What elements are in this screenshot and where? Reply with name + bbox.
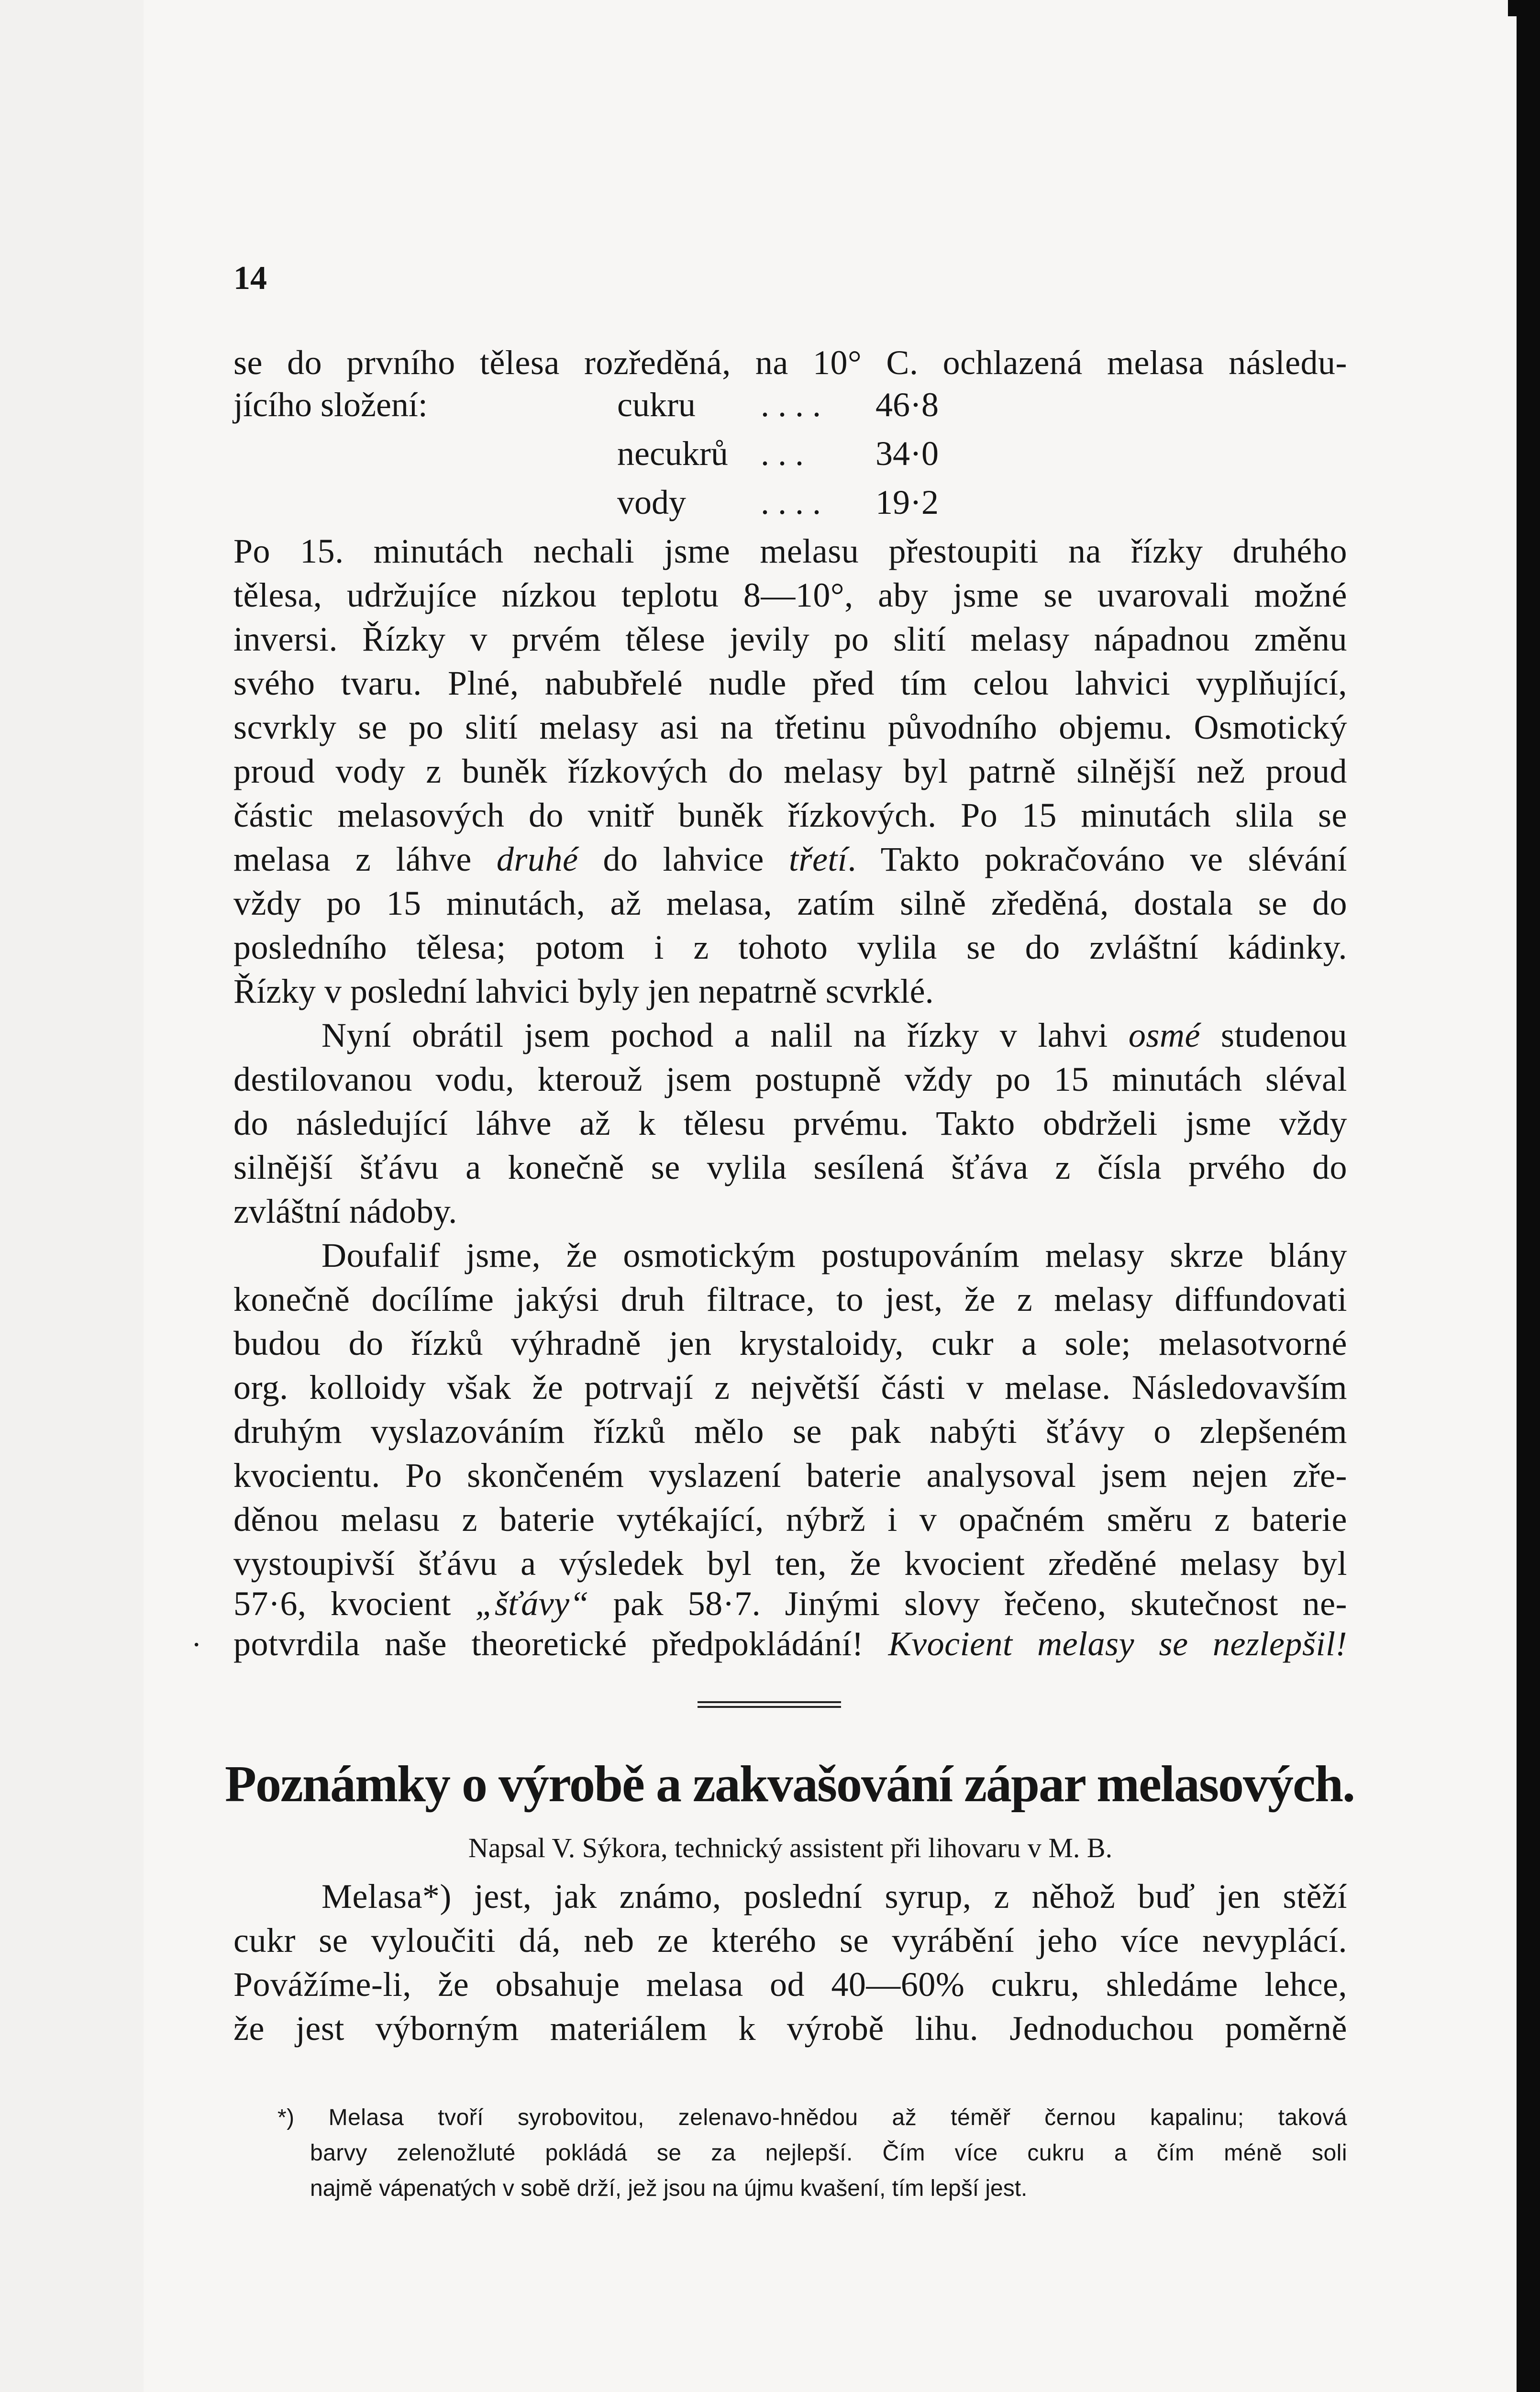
footnote-line: barvy zelenožluté pokládá se za nejlepší. Čím více cukru a čím méně soli (310, 2140, 1347, 2166)
text-line: druhým vyslazováním řízků mělo se pak nabýti šťávy o zlepšeném (233, 1412, 1347, 1451)
page-number: 14 (233, 260, 267, 297)
text-line: zvláštní nádoby. (233, 1192, 457, 1230)
separator-rule (698, 1706, 841, 1708)
composition-label: vody (617, 483, 686, 521)
text-line: vystoupivší šťávu a výsledek byl ten, že kvocient zředěné melasy byl (233, 1544, 1347, 1583)
text-line: destilovanou vodu, kterouž jsem postupně vždy po 15 minutách sléval (233, 1060, 1347, 1098)
text-line: částic melasových do vnitř buněk řízkových. Po 15 minutách slila se (233, 796, 1347, 834)
composition-dots: . . . . (761, 483, 821, 521)
text-line: Doufalif jsme, že osmotickým postupováním melasy skrze blány (321, 1236, 1347, 1274)
text-line: děnou melasu z baterie vytékající, nýbrž i v opačném směru z baterie (233, 1500, 1347, 1539)
composition-label: necukrů (617, 434, 728, 473)
composition-value: 46·8 (875, 386, 939, 424)
text-line: inversi. Řízky v prvém tělese jevily po slití melasy nápadnou změnu (233, 620, 1347, 658)
text-line: budou do řízků výhradně jen krystaloidy, cukr a sole; melasotvorné (233, 1324, 1347, 1362)
text-line: vždy po 15 minutách, až melasa, zatím silně zředěná, dostala se do (233, 884, 1347, 922)
text-line (233, 835, 1347, 883)
text-run: do lahvice (578, 840, 789, 878)
composition-row (617, 430, 981, 477)
footnote-line: *) Melasa tvoří syrobovitou, zelenavo-hnědou až téměř černou kapalinu; taková (277, 2105, 1347, 2130)
text-line: org. kolloidy však že potrvají z největší části v melase. Následovavším (233, 1368, 1347, 1406)
scan-edge-tab (1508, 0, 1518, 16)
composition-value: 34·0 (875, 434, 939, 473)
composition-value: 19·2 (875, 483, 939, 521)
text-run: potvrdila naše theoretické předpokládání! (233, 1625, 888, 1663)
text-run: . Takto pokračováno ve slévání (847, 840, 1347, 878)
text-line: konečně docílíme jakýsi druh filtrace, to jest, že z melasy diffundovati (233, 1280, 1347, 1318)
footnote-line: najmě vápenatých v sobě drží, jež jsou na újmu kvašení, tím lepší jest. (310, 2176, 1028, 2201)
text-line (321, 1011, 1347, 1059)
byline: Napsal V. Sýkora, technický assistent při lihovaru v M. B. (468, 1832, 1113, 1863)
scan-edge-strip (1517, 0, 1540, 2392)
text-line: scvrkly se po slití melasy asi na třetinu původního objemu. Osmotický (233, 708, 1347, 746)
italic-run: druhé (496, 840, 578, 878)
composition-dots: . . . . (761, 386, 821, 424)
text-line: do následující láhve až k tělesu prvému. Takto obdrželi jsme vždy (233, 1104, 1347, 1142)
text-line: Melasa*) jest, jak známo, poslední syrup, z něhož buď jen stěží (321, 1877, 1347, 1916)
composition-row (617, 478, 981, 526)
text-run: melasa z láhve (233, 840, 497, 878)
composition-row (617, 381, 981, 429)
text-line: že jest výborným materiálem k výrobě lihu. Jednoduchou poměrně (233, 2009, 1347, 2048)
text-run: 57·6, kvocient (233, 1584, 476, 1623)
text-line: Po 15. minutách nechali jsme melasu přestoupiti na řízky druhého (233, 532, 1347, 570)
text-run: Nyní obrátil jsem pochod a nalil na řízky v lahvi (321, 1016, 1129, 1054)
margin-mark: · (191, 1628, 202, 1661)
separator-rule (698, 1701, 841, 1703)
text-line: posledního tělesa; potom i z tohoto vylila se do zvláštní kádinky. (233, 928, 1347, 966)
text-line: Řízky v poslední lahvici byly jen nepatrně scvrklé. (233, 972, 934, 1010)
text-line: jícího složení: (233, 386, 428, 424)
text-run: studenou (1200, 1016, 1348, 1054)
text-line: cukr se vyloučiti dá, neb ze kterého se vyrábění jeho více nevyplácí. (233, 1921, 1347, 1960)
italic-run: osmé (1128, 1016, 1200, 1054)
composition-dots: . . . (761, 434, 804, 473)
composition-label: cukru (617, 386, 696, 424)
italic-run: Kvocient melasy se nezlepšil! (888, 1625, 1347, 1663)
italic-run: třetí (788, 840, 848, 878)
text-run: pak 58·7. Jinými slovy řečeno, skutečnost ne- (589, 1584, 1347, 1623)
text-line: proud vody z buněk řízkových do melasy byl patrně silnější než proud (233, 752, 1347, 790)
text-line: Povážíme-li, že obsahuje melasa od 40—60% cukru, shledáme lehce, (233, 1965, 1347, 2004)
text-line (233, 1620, 1347, 1668)
text-line: silnější šťávu a konečně se vylila sesílená šťáva z čísla prvého do (233, 1148, 1347, 1186)
text-line: svého tvaru. Plné, nabubřelé nudle před tím celou lahvici vyplňující, (233, 664, 1347, 702)
section-heading: Poznámky o výrobě a zakvašování zápar melasových. (225, 1756, 1355, 1813)
text-line: se do prvního tělesa rozředěná, na 10° C. ochlazená melasa následu- (233, 343, 1347, 382)
text-line: tělesa, udržujíce nízkou teplotu 8—10°, aby jsme se uvarovali možné (233, 576, 1347, 614)
text-line: kvocientu. Po skončeném vyslazení baterie analysoval jsem nejen zře- (233, 1456, 1347, 1495)
italic-run: „šťávy“ (475, 1584, 589, 1623)
